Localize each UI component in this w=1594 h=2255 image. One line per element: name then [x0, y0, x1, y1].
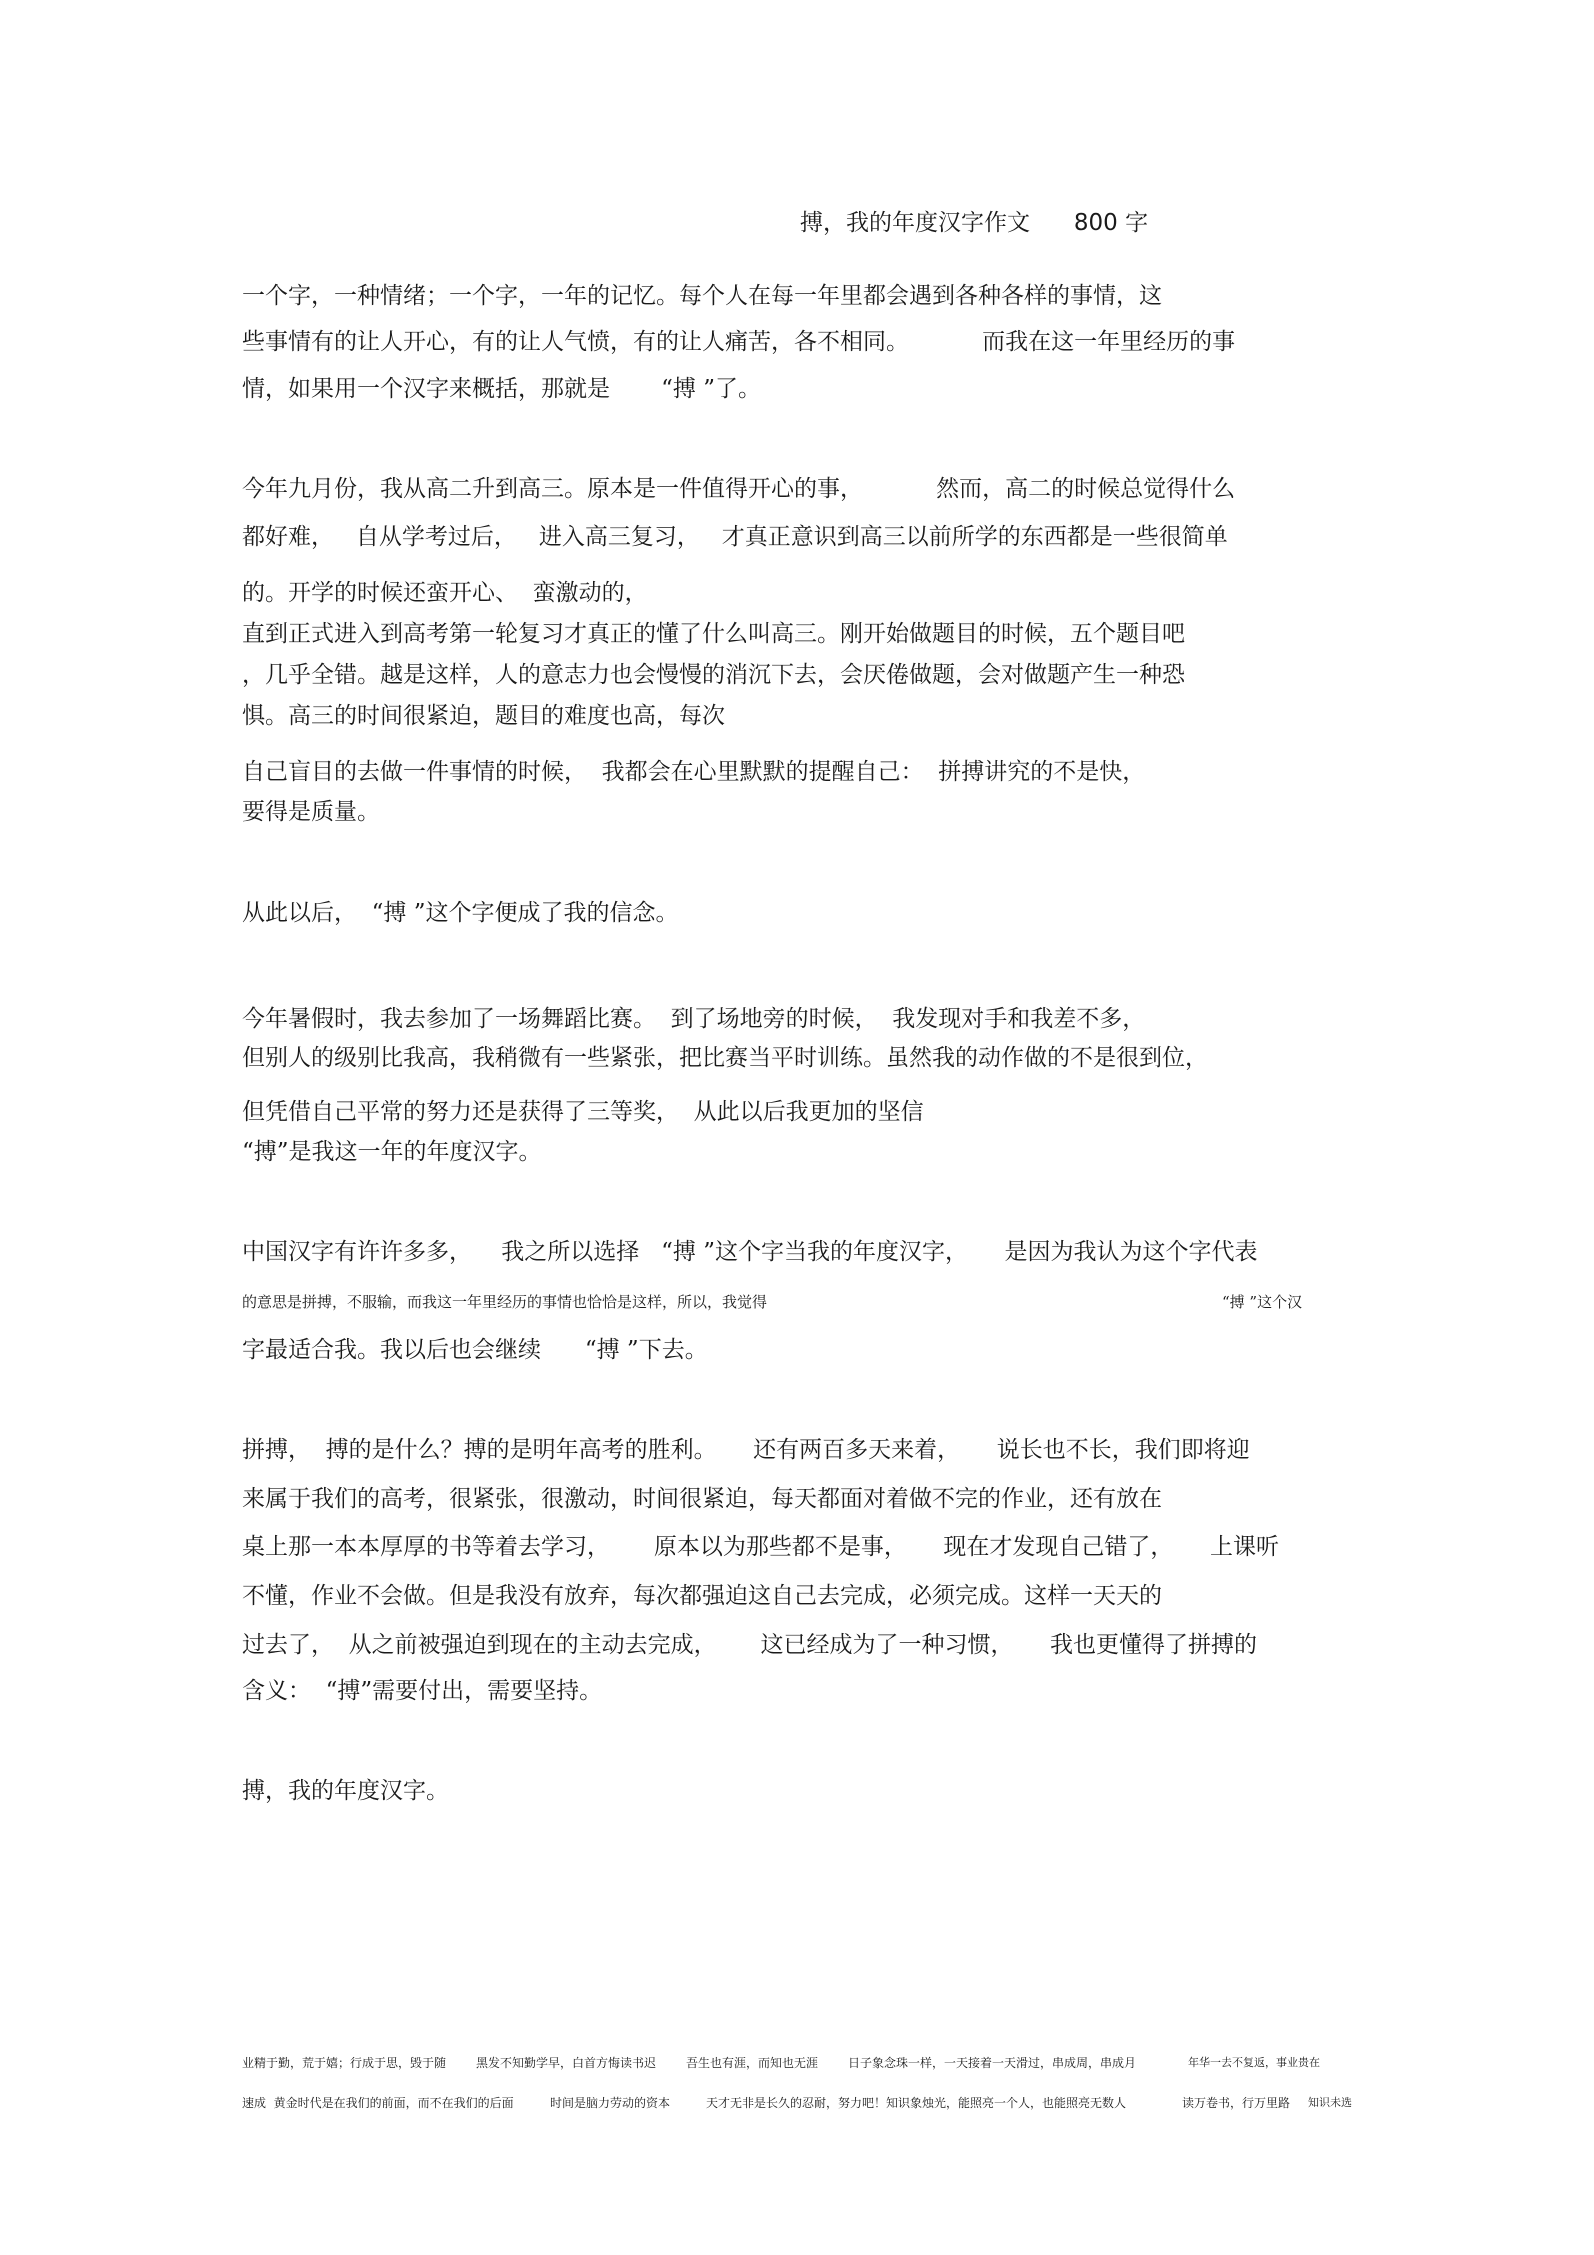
text-line: 桌上那一本本厚厚的书等着去学习， 原本以为那些都不是事， 现在才发现自己错了， 上课听: [242, 1534, 1279, 1560]
document-title: 搏，我的年度汉字作文 800 字: [800, 210, 1149, 236]
footer-quote: 速成 黄金时代是在我们的前面，而不在我们的后面: [242, 2096, 514, 2110]
text-line: 些事情有的让人开心，有的让人气愤，有的让人痛苦，各不相同。 而我在这一年里经历的事: [242, 329, 1236, 355]
text-line: 不懂，作业不会做。但是我没有放弃，每次都强迫这自己去完成，必须完成。这样一天天的: [242, 1583, 1162, 1609]
text-line: 字最适合我。我以后也会继续 “搏 ”下去。: [242, 1337, 708, 1363]
text-line: 拼搏， 搏的是什么？搏的是明年高考的胜利。 还有两百多天来着， 说长也不长，我们即将迎: [242, 1437, 1250, 1463]
footer-quote: 读万卷书，行万里路: [1182, 2096, 1291, 2110]
text-line: 来属于我们的高考，很紧张，很激动，时间很紧迫，每天都面对着做不完的作业，还有放在: [242, 1486, 1162, 1512]
footer-quote: 时间是脑力劳动的资本: [550, 2096, 671, 2110]
text-line: ，几乎全错。越是这样，人的意志力也会慢慢的消沉下去，会厌倦做题，会对做题产生一种恐: [242, 662, 1185, 688]
text-line: 今年暑假时，我去参加了一场舞蹈比赛。 到了场地旁的时候， 我发现对手和我差不多，: [242, 1006, 1146, 1032]
footer-quote: 业精于勤，荒于嬉；行成于思，毁于随: [242, 2056, 447, 2070]
footer-quote: 吾生也有涯，而知也无涯: [686, 2056, 819, 2070]
text-line: 从此以后， “搏 ”这个字便成了我的信念。: [242, 900, 679, 926]
text-line: 惧。高三的时间很紧迫，题目的难度也高，每次: [242, 703, 725, 729]
text-line: 含义： “搏”需要付出，需要坚持。: [242, 1678, 603, 1704]
text-line: 但凭借自己平常的努力还是获得了三等奖， 从此以后我更加的坚信: [242, 1099, 924, 1125]
text-line: 自己盲目的去做一件事情的时候， 我都会在心里默默的提醒自己： 拼搏讲究的不是快，: [242, 759, 1146, 785]
text-line: 直到正式进入到高考第一轮复习才真正的懂了什么叫高三。刚开始做题目的时候，五个题目吧: [242, 621, 1185, 647]
text-line: 都好难， 自从学考过后， 进入高三复习， 才真正意识到高三以前所学的东西都是一些很简单: [242, 524, 1228, 550]
text-line: 要得是质量。: [242, 799, 380, 825]
text-line: 一个字，一种情绪；一个字，一年的记忆。每个人在每一年里都会遇到各种各样的事情，这: [242, 283, 1162, 309]
text-line: 情，如果用一个汉字来概括，那就是 “搏 ”了。: [242, 376, 762, 402]
text-line: 中国汉字有许许多多， 我之所以选择 “搏 ”这个字当我的年度汉字， 是因为我认为这个字代表: [242, 1239, 1258, 1265]
text-line: 今年九月份，我从高二升到高三。原本是一件值得开心的事， 然而，高二的时候总觉得什么: [242, 476, 1236, 502]
text-line: 搏，我的年度汉字。: [242, 1778, 449, 1804]
text-line: 但别人的级别比我高，我稍微有一些紧张，把比赛当平时训练。虽然我的动作做的不是很到位，: [242, 1045, 1208, 1071]
text-line: 的。开学的时候还蛮开心、 蛮激动的，: [242, 580, 648, 606]
footer-quote: 年华一去不复返，事业贵在: [1188, 2056, 1320, 2069]
text-line: “搏”是我这一年的年度汉字。: [242, 1139, 542, 1165]
text-line: 的意思是拼搏，不服输，而我这一年里经历的事情也恰恰是这样，所以，我觉得: [242, 1293, 768, 1311]
footer-quote: 知识未选: [1308, 2096, 1352, 2109]
text-line: 过去了， 从之前被强迫到现在的主动去完成， 这已经成为了一种习惯， 我也更懂得了拼搏的: [242, 1632, 1258, 1658]
footer-quote: 黑发不知勤学早，白首方悔读书迟: [476, 2056, 657, 2070]
footer-quote: 日子象念珠一样，一天接着一天滑过，串成周，串成月: [848, 2056, 1137, 2070]
footer-quote: 天才无非是长久的忍耐，努力吧！知识象烛光，能照亮一个人，也能照亮无数人: [706, 2096, 1127, 2110]
text-line: “搏 ”这个汉: [1222, 1293, 1303, 1311]
